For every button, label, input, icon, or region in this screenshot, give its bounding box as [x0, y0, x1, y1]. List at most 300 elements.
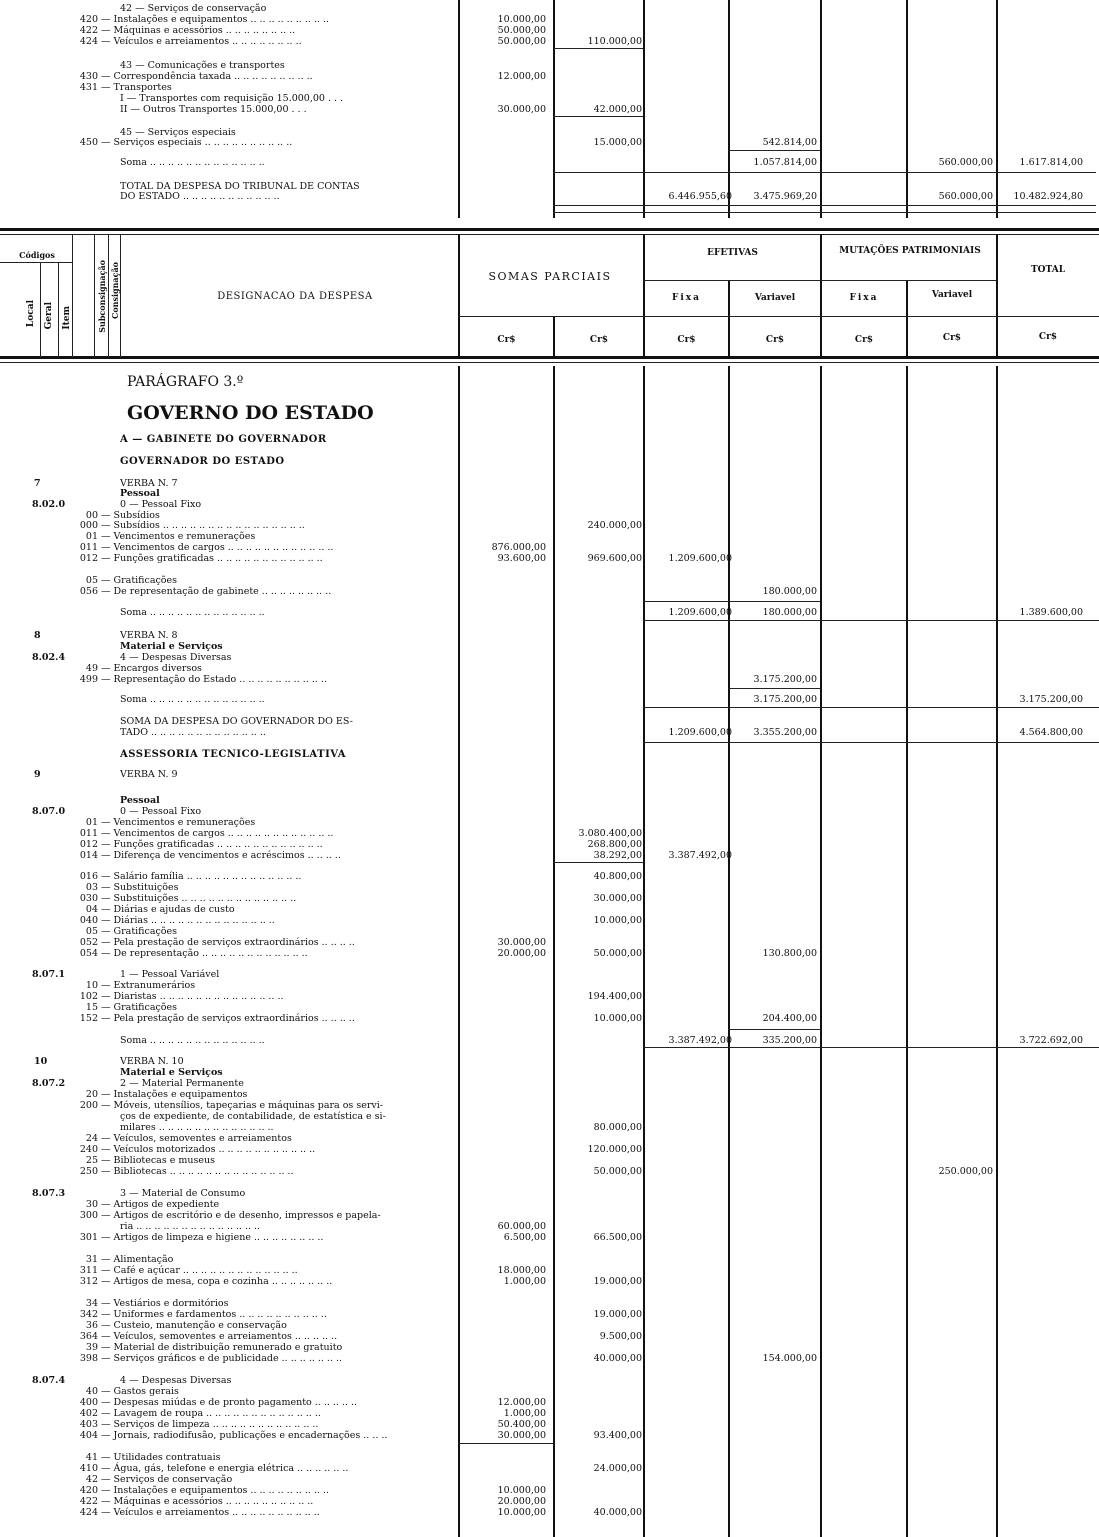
amount-c1: 30.000,00	[497, 104, 546, 115]
row-description: — Vencimentos e remunerações	[101, 817, 256, 828]
table-row	[0, 937, 1099, 948]
table-row	[0, 1375, 1099, 1386]
table-row	[0, 60, 1099, 71]
item-code: 30	[85, 1199, 98, 1210]
governo-title: GOVERNO DO ESTADO	[127, 402, 374, 424]
item-code: 342	[79, 1309, 98, 1320]
header-consignacao: Consignação	[110, 262, 120, 320]
amount-c1: 1.000,00	[503, 1276, 546, 1287]
table-row	[0, 1430, 1099, 1441]
table-row	[0, 1089, 1099, 1100]
row-description: — Água, gás, telefone e energia elétrica .. .. .. .. .. ..	[101, 1463, 349, 1474]
header-somas-parciais: SOMAS PARCIAIS	[488, 270, 612, 283]
top-sub-rule	[553, 212, 1096, 213]
row-description: — Gastos gerais	[101, 1386, 179, 1397]
local-code: 8	[34, 630, 41, 641]
table-row	[0, 1331, 1099, 1342]
table-row	[0, 1035, 1099, 1046]
row-description: — Diárias .. .. .. .. .. .. .. .. .. .. .. .. .. ..	[101, 915, 275, 926]
row-description: ria .. .. .. .. .. .. .. .. .. .. .. .. .. ..	[120, 1221, 261, 1232]
amount-c4: 542.814,00	[762, 137, 817, 148]
table-row	[0, 1078, 1099, 1089]
table-row	[0, 82, 1099, 93]
item-code: 250	[79, 1166, 98, 1177]
table-row	[0, 882, 1099, 893]
row-description: — Encargos diversos	[101, 663, 202, 674]
row-description: VERBA N. 8	[120, 630, 178, 641]
row-description: Material e Serviços	[120, 641, 223, 652]
row-description: — Veículos e arreiamentos .. .. .. .. .. .. .. ..	[101, 36, 302, 47]
amount-c1: 30.000,00	[497, 937, 546, 948]
local-code: 9	[34, 769, 41, 780]
amount-c2: 194.400,00	[587, 991, 642, 1002]
amount-c2: 3.080.400,00	[578, 828, 642, 839]
row-description: — Máquinas e acessórios .. .. .. .. .. .. .. ..	[101, 25, 296, 36]
table-row	[0, 991, 1099, 1002]
table-row	[0, 1276, 1099, 1287]
item-code: 01	[85, 817, 98, 828]
row-description: — Veículos motorizados .. .. .. .. .. .. .. .. .. .. ..	[101, 1144, 316, 1155]
row-description: — Extranumerários	[101, 980, 196, 991]
row-description: — Vencimentos de cargos .. .. .. .. .. .. .. .. .. .. .. ..	[101, 828, 334, 839]
table-row	[0, 1155, 1099, 1166]
item-code: 10	[85, 980, 98, 991]
amount-c4: 3.355.200,00	[753, 727, 817, 738]
amount-c1: 50.400,00	[497, 1419, 546, 1430]
item-code: 420	[79, 14, 98, 25]
amount-c4: 180.000,00	[762, 607, 817, 618]
row-description: — Funções gratificadas .. .. .. .. .. .. .. .. .. .. .. ..	[101, 839, 323, 850]
table-row	[0, 575, 1099, 586]
row-description: 45 — Serviços especiais	[120, 127, 236, 138]
amount-c2: 268.800,00	[587, 839, 642, 850]
item-code: 152	[79, 1013, 98, 1024]
amount-c4: 3.175.200,00	[753, 694, 817, 705]
item-code: 49	[85, 663, 98, 674]
item-code: 31	[85, 1254, 98, 1265]
item-code: 054	[79, 948, 98, 959]
header-subconsignacao: Subconsignação	[97, 260, 107, 333]
row-description: — Substituições .. .. .. .. .. .. .. .. .. .. .. .. ..	[101, 893, 297, 904]
table-row	[0, 520, 1099, 531]
amount-c4: 3.475.969,20	[753, 191, 817, 202]
item-code: 450	[79, 137, 98, 148]
item-code: 41	[85, 1452, 98, 1463]
table-row	[0, 1419, 1099, 1430]
header-item: Item	[62, 306, 72, 330]
table-row	[0, 3, 1099, 14]
amount-c1: 50.000,00	[497, 36, 546, 47]
row-description: — Salário família .. .. .. .. .. .. .. .. .. .. .. .. ..	[101, 871, 302, 882]
header-fixa-mut: Fixa	[849, 293, 879, 303]
table-row	[0, 871, 1099, 882]
row-description: 1 — Pessoal Variável	[120, 969, 220, 980]
amount-c1: 12.000,00	[497, 1397, 546, 1408]
amount-c2: 240.000,00	[587, 520, 642, 531]
header-geral: Geral	[44, 302, 54, 330]
amount-c2: 66.500,00	[593, 1232, 642, 1243]
table-row	[0, 499, 1099, 510]
item-code: 04	[85, 904, 98, 915]
table-row	[0, 542, 1099, 553]
amount-c7: 3.175.200,00	[1019, 694, 1083, 705]
item-code: 300	[79, 1210, 98, 1221]
classification-code: 8.02.0	[32, 499, 66, 510]
item-code: 25	[85, 1155, 98, 1166]
row-description: — Veículos, semoventes e arreiamentos	[101, 1133, 292, 1144]
classification-code: 8.07.3	[32, 1188, 66, 1199]
row-description: — Substituições	[101, 882, 179, 893]
amount-c2: 93.400,00	[593, 1430, 642, 1441]
table-row	[0, 948, 1099, 959]
amount-c4: 3.175.200,00	[753, 674, 817, 685]
item-code: 240	[79, 1144, 98, 1155]
header-cr: Cr$	[854, 335, 874, 345]
amount-c2: 50.000,00	[593, 1166, 642, 1177]
table-row	[0, 1254, 1099, 1265]
table-row	[0, 839, 1099, 850]
table-row	[0, 93, 1099, 104]
table-row	[0, 1408, 1099, 1419]
row-description: 43 — Comunicações e transportes	[120, 60, 285, 71]
table-row	[0, 904, 1099, 915]
table-row	[0, 586, 1099, 597]
amount-c1: 93.600,00	[497, 553, 546, 564]
row-description: — Vencimentos e remunerações	[101, 531, 256, 542]
table-row	[0, 1111, 1099, 1122]
row-description: — Material de distribuição remunerado e gratuito	[101, 1342, 343, 1353]
top-sub-rule	[553, 116, 643, 117]
item-code: 000	[79, 520, 98, 531]
item-code: 400	[79, 1397, 98, 1408]
row-description: — Veículos e arreiamentos .. .. .. .. .. .. .. .. .. ..	[101, 1507, 320, 1518]
header-cr: Cr$	[497, 335, 516, 345]
item-code: 03	[85, 882, 98, 893]
table-row	[0, 607, 1099, 618]
item-code: 430	[79, 71, 98, 82]
item-code: 056	[79, 586, 98, 597]
row-description: — Artigos de mesa, copa e cozinha .. .. .. .. .. .. ..	[101, 1276, 333, 1287]
row-description: — Diferença de vencimentos e acréscimos .. .. .. ..	[101, 850, 341, 861]
row-description: 0 — Pessoal Fixo	[120, 499, 202, 510]
row-description: Soma .. .. .. .. .. .. .. .. .. .. .. .. ..	[120, 607, 265, 618]
amount-c6: 560.000,00	[938, 191, 993, 202]
local-code: 10	[34, 1056, 48, 1067]
header-cr: Cr$	[677, 335, 696, 345]
table-row	[0, 191, 1099, 202]
header-total: TOTAL	[1030, 265, 1066, 275]
row-description: — Alimentação	[101, 1254, 174, 1265]
amount-c3: 3.387.492,00	[668, 850, 732, 861]
item-code: 102	[79, 991, 98, 1002]
row-description: I — Transportes com requisição 15.000,00 . . .	[120, 93, 344, 104]
item-code: 39	[85, 1342, 98, 1353]
top-sub-rule	[553, 172, 1096, 173]
table-row	[0, 850, 1099, 861]
amount-c7: 3.722.692,00	[1019, 1035, 1083, 1046]
amount-c2: 38.292,00	[593, 850, 642, 861]
amount-c7: 10.482.924,80	[1013, 191, 1083, 202]
item-code: 01	[85, 531, 98, 542]
amount-c3: 3.387.492,00	[668, 1035, 732, 1046]
row-description: TADO .. .. .. .. .. .. .. .. .. .. .. .. ..	[120, 727, 266, 738]
table-row	[0, 1386, 1099, 1397]
table-row	[0, 980, 1099, 991]
table-row	[0, 769, 1099, 780]
table-row	[0, 1353, 1099, 1364]
row-description: — Instalações e equipamentos	[101, 1089, 248, 1100]
header-fixa: Fixa	[671, 293, 701, 303]
table-row	[0, 71, 1099, 82]
amount-c4: 204.400,00	[762, 1013, 817, 1024]
row-description: — Instalações e equipamentos .. .. .. .. .. .. .. .. ..	[101, 14, 329, 25]
item-code: 15	[85, 1002, 98, 1013]
table-row	[0, 926, 1099, 937]
row-description: — Artigos de escritório e de desenho, impressos e papela-	[101, 1210, 381, 1221]
table-row	[0, 553, 1099, 564]
row-description: — Máquinas e acessórios .. .. .. .. .. .. .. .. .. ..	[101, 1496, 314, 1507]
table-row	[0, 36, 1099, 47]
row-description: — Pela prestação de serviços extraordinários .. .. .. ..	[101, 937, 355, 948]
table-row	[0, 1013, 1099, 1024]
row-description: Soma .. .. .. .. .. .. .. .. .. .. .. .. ..	[120, 694, 265, 705]
row-description: Material e Serviços	[120, 1067, 223, 1078]
table-row	[0, 104, 1099, 115]
amount-c1: 20.000,00	[497, 948, 546, 959]
amount-c3: 1.209.600,00	[668, 553, 732, 564]
amount-c2: 40.000,00	[593, 1507, 642, 1518]
table-row	[0, 694, 1099, 705]
amount-c7: 1.617.814,00	[1019, 157, 1083, 168]
amount-c4: 1.057.814,00	[753, 157, 817, 168]
item-code: 014	[79, 850, 98, 861]
row-description: — Despesas miúdas e de pronto pagamento .. .. .. .. ..	[101, 1397, 358, 1408]
table-row	[0, 795, 1099, 806]
row-description: — De representação .. .. .. .. .. .. .. .. .. .. .. ..	[101, 948, 308, 959]
amount-c1: 10.000,00	[497, 1507, 546, 1518]
row-description: — Pela prestação de serviços extraordinários .. .. .. ..	[101, 1013, 355, 1024]
table-row	[0, 1122, 1099, 1133]
row-description: — Subsídios .. .. .. .. .. .. .. .. .. .. .. .. .. .. .. ..	[101, 520, 305, 531]
table-row	[0, 915, 1099, 926]
item-code: 424	[79, 36, 98, 47]
table-row	[0, 969, 1099, 980]
amount-c1: 30.000,00	[497, 1430, 546, 1441]
table-row	[0, 1496, 1099, 1507]
item-code: 05	[85, 575, 98, 586]
amount-c1: 50.000,00	[497, 25, 546, 36]
header-cr: Cr$	[765, 335, 785, 345]
amount-c1: 876.000,00	[491, 542, 546, 553]
amount-c7: 4.564.800,00	[1019, 727, 1083, 738]
row-description: — Veículos, semoventes e arreiamentos .. .. .. .. ..	[101, 1331, 338, 1342]
amount-c4: 335.200,00	[762, 1035, 817, 1046]
item-code: 40	[85, 1386, 98, 1397]
table-row	[0, 1221, 1099, 1232]
item-code: 24	[85, 1133, 98, 1144]
item-code: 34	[85, 1298, 98, 1309]
table-row	[0, 674, 1099, 685]
item-code: 422	[79, 1496, 98, 1507]
amount-c6: 250.000,00	[938, 1166, 993, 1177]
table-row	[0, 1133, 1099, 1144]
header-cr: Cr$	[1038, 332, 1058, 342]
table-row	[0, 716, 1099, 727]
amount-c3: 1.209.600,00	[668, 727, 732, 738]
amount-c2: 10.000,00	[593, 915, 642, 926]
amount-c1: 1.000,00	[503, 1408, 546, 1419]
table-row	[0, 1188, 1099, 1199]
item-code: 012	[79, 839, 98, 850]
amount-c2: 120.000,00	[587, 1144, 642, 1155]
classification-code: 8.07.2	[32, 1078, 66, 1089]
table-row	[0, 1166, 1099, 1177]
row-description: — Gratificações	[101, 926, 178, 937]
amount-c1: 20.000,00	[497, 1496, 546, 1507]
header-codigos: Códigos	[19, 250, 55, 260]
row-description: Pessoal	[120, 795, 160, 806]
row-description: — Funções gratificadas .. .. .. .. .. .. .. .. .. .. .. ..	[101, 553, 323, 564]
table-row	[0, 1265, 1099, 1276]
table-row	[0, 531, 1099, 542]
table-row	[0, 652, 1099, 663]
item-code: 05	[85, 926, 98, 937]
amount-c3: 1.209.600,00	[668, 607, 732, 618]
table-row	[0, 1342, 1099, 1353]
row-description: — Instalações e equipamentos .. .. .. .. .. .. .. .. ..	[101, 1485, 329, 1496]
header-variavel-mut: Variavel	[931, 290, 973, 300]
table-row	[0, 1397, 1099, 1408]
header-top-rule	[0, 234, 1099, 235]
amount-c4: 180.000,00	[762, 586, 817, 597]
table-row	[0, 1232, 1099, 1243]
item-code: 398	[79, 1353, 98, 1364]
item-code: 030	[79, 893, 98, 904]
table-row	[0, 1309, 1099, 1320]
item-code: 052	[79, 937, 98, 948]
item-code: 422	[79, 25, 98, 36]
item-code: 012	[79, 553, 98, 564]
table-row	[0, 663, 1099, 674]
row-description: SOMA DA DESPESA DO GOVERNADOR DO ES-	[120, 716, 353, 727]
table-row	[0, 1056, 1099, 1067]
table-row	[0, 1507, 1099, 1518]
header-cr: Cr$	[942, 333, 962, 343]
row-description: — Serviços especiais .. .. .. .. .. .. .. .. .. ..	[101, 137, 293, 148]
row-description: — Subsídios	[101, 510, 160, 521]
amount-c2: 10.000,00	[593, 1013, 642, 1024]
item-code: 312	[79, 1276, 98, 1287]
row-description: 3 — Material de Consumo	[120, 1188, 246, 1199]
row-description: — Café e açúcar .. .. .. .. .. .. .. .. .. .. .. .. ..	[101, 1265, 298, 1276]
row-description: — Correspondência taxada .. .. .. .. .. .. .. .. ..	[101, 71, 313, 82]
amount-c4: 154.000,00	[762, 1353, 817, 1364]
classification-code: 8.07.4	[32, 1375, 66, 1386]
paragrafo-title: PARÁGRAFO 3.º	[127, 374, 244, 390]
item-code: 301	[79, 1232, 98, 1243]
header-top-rule	[0, 228, 1099, 231]
table-row	[0, 1463, 1099, 1474]
table-row	[0, 641, 1099, 652]
row-description: — Bibliotecas .. .. .. .. .. .. .. .. .. .. .. .. .. ..	[101, 1166, 294, 1177]
row-description: — Representação do Estado .. .. .. .. .. .. .. .. .. ..	[101, 674, 327, 685]
table-row	[0, 1452, 1099, 1463]
header-bottom-rule	[0, 362, 1099, 363]
row-description: — Uniformes e fardamentos .. .. .. .. .. .. .. .. .. ..	[101, 1309, 327, 1320]
item-code: 499	[79, 674, 98, 685]
item-code: 20	[85, 1089, 98, 1100]
row-description: ços de expediente, de contabilidade, de estatística e si-	[120, 1111, 386, 1122]
row-description: — Custeio, manutenção e conservação	[101, 1320, 287, 1331]
item-code: 311	[79, 1265, 98, 1276]
row-description: TOTAL DA DESPESA DO TRIBUNAL DE CONTAS	[120, 181, 360, 192]
amount-c2: 15.000,00	[593, 137, 642, 148]
table-row	[0, 1067, 1099, 1078]
table-row	[0, 893, 1099, 904]
table-row	[0, 1199, 1099, 1210]
header-variavel: Variavel	[754, 293, 796, 303]
row-description: — Diárias e ajudas de custo	[101, 904, 235, 915]
table-row	[0, 1002, 1099, 1013]
row-description: DO ESTADO .. .. .. .. .. .. .. .. .. .. ..	[120, 191, 280, 202]
row-description: 4 — Despesas Diversas	[120, 652, 232, 663]
table-row	[0, 25, 1099, 36]
item-code: 36	[85, 1320, 98, 1331]
amount-c1: 18.000,00	[497, 1265, 546, 1276]
header-designacao: DESIGNACAO DA DESPESA	[217, 291, 373, 302]
amount-c2: 42.000,00	[593, 104, 642, 115]
header-local: Local	[26, 300, 36, 328]
row-description: — Gratificações	[101, 575, 178, 586]
amount-c2: 40.000,00	[593, 1353, 642, 1364]
row-description: — Serviços de conservação	[101, 1474, 233, 1485]
top-sub-rule	[553, 205, 1096, 206]
table-row	[0, 1298, 1099, 1309]
amount-c7: 1.389.600,00	[1019, 607, 1083, 618]
amount-c1: 60.000,00	[497, 1221, 546, 1232]
row-description: VERBA N. 10	[120, 1056, 184, 1067]
section-assessoria: ASSESSORIA TECNICO-LEGISLATIVA	[120, 749, 346, 760]
row-description: VERBA N. 7	[120, 478, 178, 489]
classification-code: 8.07.0	[32, 806, 66, 817]
top-sub-rule	[553, 48, 643, 49]
header-efetivas: EFETIVAS	[707, 248, 758, 258]
table-row	[0, 1320, 1099, 1331]
row-description: — Artigos de limpeza e higiene .. .. .. .. .. .. .. ..	[101, 1232, 324, 1243]
amount-c2: 19.000,00	[593, 1309, 642, 1320]
amount-c2: 9.500,00	[599, 1331, 642, 1342]
item-code: 431	[79, 82, 98, 93]
table-row	[0, 806, 1099, 817]
table-row	[0, 1210, 1099, 1221]
row-description: — Gratificações	[101, 1002, 178, 1013]
table-row	[0, 488, 1099, 499]
item-code: 011	[79, 542, 98, 553]
table-row	[0, 1474, 1099, 1485]
item-code: 011	[79, 828, 98, 839]
section-governador: GOVERNADOR DO ESTADO	[120, 456, 285, 467]
amount-c2: 50.000,00	[593, 948, 642, 959]
row-description: — Lavagem de roupa .. .. .. .. .. .. .. .. .. .. .. .. ..	[101, 1408, 321, 1419]
item-code: 402	[79, 1408, 98, 1419]
item-code: 00	[85, 510, 98, 521]
item-code: 420	[79, 1485, 98, 1496]
table-row	[0, 1144, 1099, 1155]
table-row	[0, 1485, 1099, 1496]
item-code: 200	[79, 1100, 98, 1111]
item-code: 364	[79, 1331, 98, 1342]
amount-c3: 6.446.955,60	[668, 191, 732, 202]
